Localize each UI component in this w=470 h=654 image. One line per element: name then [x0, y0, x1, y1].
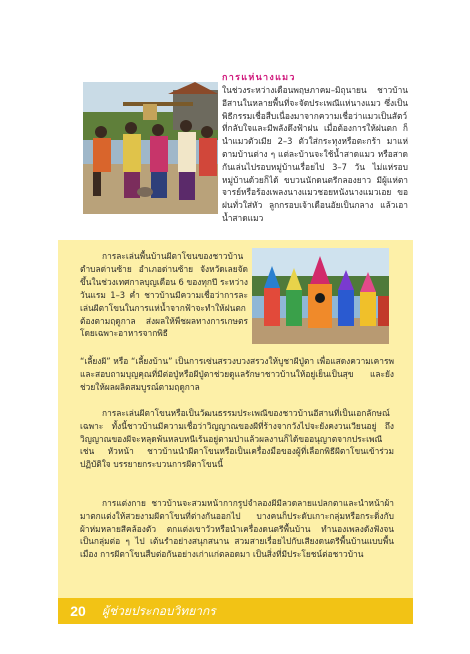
nang-maew-text: ในช่วงระหว่างเดือนพฤษภาคม–มิถุนายน ชาวบ้านอีสานในหลายพื้นที่จะจัดประเพณีแห่นางแมว ซึ่งเป็นพิธีกรรมเชื่อสืบเนื่องมาจากความเชื่อว่าแมวเป็นสัตว์ที่กลับใจและมีพลังดึงฟ้าฝน เมื่อต้องการให้ฝนตก ก็นำแมวตัวเมีย 2–3 ตัวใส่กระทุงหรือตะกร้า มาแห่ตามบ้านต่าง ๆ แต่ละบ้านจะใช้น้ำสาดแมว หรือสาดกันเล่นไปรอบหมู่บ้านเรื่อยไป 3–7 วัน ไม่แห่รอบหมู่บ้านด้วยก็ได้ ขบวนนักดนตรีกลองยาว มีผู้แห่ตาจารย์หรือร้องเพลงนางแมวชอยหนังนางแมวเอย ขอฝนทั่วใส่หัว ลูกกรอบเจ้าเดือนอัยเป็นกลาง แล้วเอาน้ำสาดแมว [222, 85, 408, 223]
nang-maew-procession-photo [83, 82, 218, 214]
belief-text: การละเล่นผีตาโขนหรือเป็นวัฒนธรรมประเพณีของชาวบ้านอีสานที่เป็นเอกลักษณ์เฉพาะ ทั้งนี้ชาวบ้านมีความเชื่อว่าวิญญาณของผีที่ร้างจากวังไปจะยังคงวนเวียนอยู่ ถึงวิญญาณของผีจะหลุดพ้นหลบหนีเร้นอยู่ตามป่าแล้วผลงานก็ได้ขออนุญาตจากประเพณี เช่น หัวหน้า ชาวบ้านนำผีตาโขนหรือเป็นเครื่องมือของผู้ที่เลือกพิธีผีตาโขนเข้าร่วมปฏิบัติใจ บรรยายกระบวนการผีตาโขนนี้ [80, 408, 394, 470]
page-number: 20 [70, 603, 86, 619]
section-heading: การแห่นางแมว [222, 73, 296, 83]
phi-ta-khon-photo [252, 248, 389, 344]
costume-text: การแต่งกาย ชาวบ้านจะสวมหน้ากากรูปจำลองผีมีลวดลายแปลกตาและนำหน้าผ้ามาตกแต่งให้สวยงามผีตาโขนที่ต่างกันออกไป บางคนก็ประดับเกาะกลุ่มหรือกระดิ่งกับผ้าห่มหลายสีคล้องตัว ตกแต่งเขาวัวหรือนำเครื่องดนตรีพื้นบ้าน ทำนองเพลงดังฟังจนเป็นกลุ่มต่อ ๆ ไป เต้นรำอย่างสนุกสนาน สวมสายเรื่อยไปกับเสียงดนตรีพื้นบ้านแบบพื้นเมือง การผีตาโขนสืบต่อกันอย่างเก่าแก่ตลอดมา เป็นสิ่งที่มีประโยชน์ต่อชาวบ้าน [80, 498, 394, 560]
phi-ta-khon-intro-text: การละเล่นพื้นบ้านผีตาโขนของชาวบ้านตำบลด่านซ้าย อำเภอด่านซ้าย จังหวัดเลยจัดขึ้นในช่วงเทศกาลบุญเดือน 6 ของทุกปี ระหว่างวันแรม 1–3 ค่ำ ชาวบ้านมีความเชื่อว่าการละเล่นผีตาโขนในการแห่น้ำจากฟ้าจะทำให้ฝนตกต้องตามฤดูกาล ส่งผลให้พืชผลทางการเกษตร โดยเฉพาะอาหารจากพิธี [80, 251, 248, 339]
continuation-paragraph [80, 355, 394, 393]
footer-title: ผู้ช่วยประกอบวิทยากร [102, 603, 216, 618]
belief-paragraph [80, 407, 394, 471]
costume-paragraph [80, 497, 394, 561]
continuation-text: “เลี้ยงผี” หรือ “เลี้ยงบ้าน” เป็นการเซ่นสรวงบวงสรวงให้บูชาผีปู่ตา เพื่อแสดงความเคารพและสอบถามบุญคุณที่มีต่อปู่หรือผีปู่ตาช่วยดูแลรักษาชาวบ้านให้อยู่เย็นเป็นสุข และยังช่วยให้ผลผลิตสมบูรณ์ตามฤดูกาล [80, 356, 394, 392]
phi-ta-khon-intro [80, 250, 248, 340]
nang-maew-paragraph [222, 84, 408, 225]
